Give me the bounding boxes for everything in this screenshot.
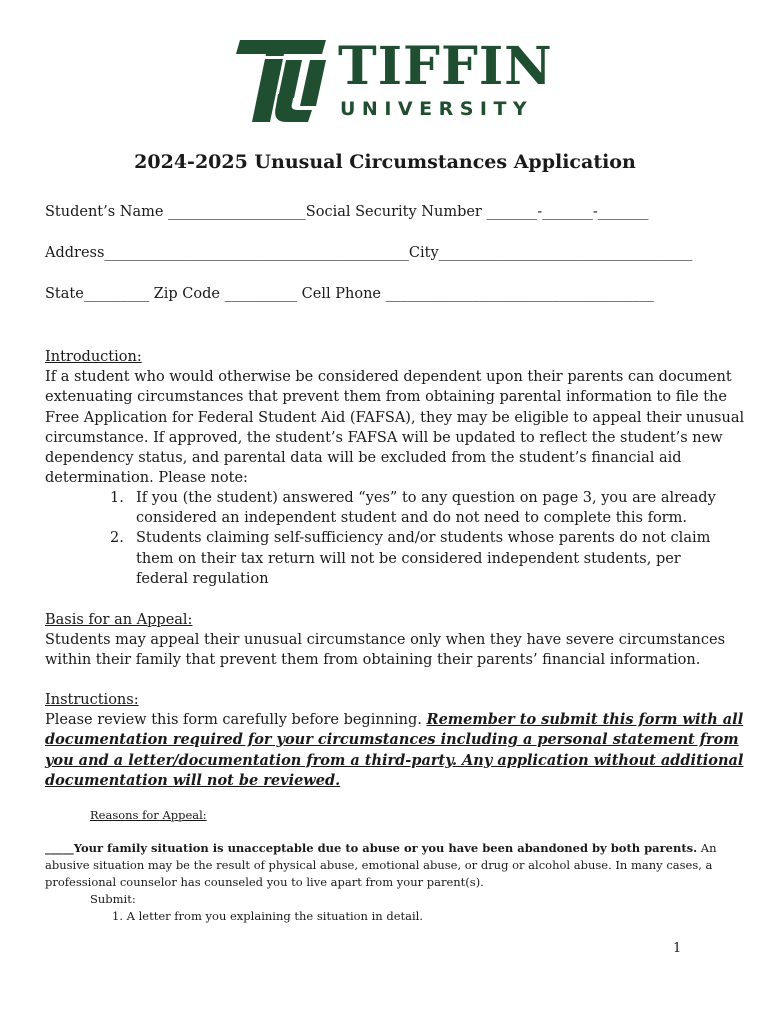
introduction-list (110, 488, 730, 589)
list-item-number: 1. (110, 490, 124, 506)
reason-title: Your family situation is unacceptable due to abuse or you have been abandoned by both parents. (73, 841, 698, 855)
address-city-line[interactable]: Address__________________________________________City___________________________________ (45, 245, 693, 261)
list-item (110, 488, 730, 528)
logo-name: TIFFIN (338, 36, 553, 97)
introduction-heading: Introduction: (45, 349, 142, 365)
page-number: 1 (673, 941, 682, 956)
basis-section (45, 610, 745, 671)
basis-body: Students may appeal their unusual circumstance only when they have severe circumstances within their family that prevent them from obtaining their parents’ financial information. (45, 632, 726, 669)
list-item-text: Students claiming self-sufficiency and/or students whose parents do not claim them on their tax return will not be considered independent students, per federal regulation (136, 530, 711, 587)
tiffin-university-logo (236, 36, 553, 130)
instructions-emphasis: Remember to submit this form with all documentation required for your circumstances including a personal statement from you and a letter/documentation from a third-party. Any application without additional documentation will not be reviewed. (45, 711, 744, 789)
logo-subtitle: UNIVERSITY (340, 98, 534, 120)
instructions-heading: Instructions: (45, 692, 139, 708)
reason-blank[interactable]: _____ (45, 841, 74, 855)
reason-abuse-paragraph (45, 840, 725, 891)
submit-list-item (112, 908, 712, 925)
instructions-section (45, 690, 745, 791)
page-title: 2024-2025 Unusual Circumstances Application (134, 151, 636, 173)
list-item-number: 2. (110, 530, 124, 547)
list-item (110, 528, 730, 589)
list-item-number: 1. (112, 909, 123, 923)
list-item-text: A letter from you explaining the situation in detail. (126, 909, 424, 923)
tu-monogram-icon (236, 36, 328, 126)
student-name-ssn-line[interactable]: Student’s Name ___________________Social Security Number _______-_______-_______ (45, 204, 649, 220)
submit-label: Submit: (90, 892, 136, 906)
introduction-body: If a student who would otherwise be considered dependent upon their parents can document extenuating circumstances that prevent them from obtaining parental information to file the Free Application for Federal Student Aid (FAFSA), they may be eligible to appeal their unusual circumstance. If approved, the student’s FAFSA will be updated to reflect the student’s new dependency status, and parental data will be excluded from the student’s financial aid determination. Please note: (45, 369, 745, 487)
introduction-section (45, 347, 745, 488)
instructions-paragraph (45, 710, 745, 791)
state-zip-phone-line[interactable]: State_________ Zip Code __________ Cell Phone _____________________________________ (45, 286, 654, 302)
reasons-heading: Reasons for Appeal: (90, 808, 207, 822)
list-item-text: If you (the student) answered “yes” to any question on page 3, you are already considered an independent student and do not need to complete this form. (136, 490, 716, 527)
basis-heading: Basis for an Appeal: (45, 612, 193, 628)
reason-description: An abusive situation may be the result of physical abuse, emotional abuse, or drug or alcohol abuse. In many cases, a professional counselor has counseled you to live apart from your parent(s). (45, 841, 717, 889)
instructions-body: Please review this form carefully before beginning. (45, 712, 427, 729)
